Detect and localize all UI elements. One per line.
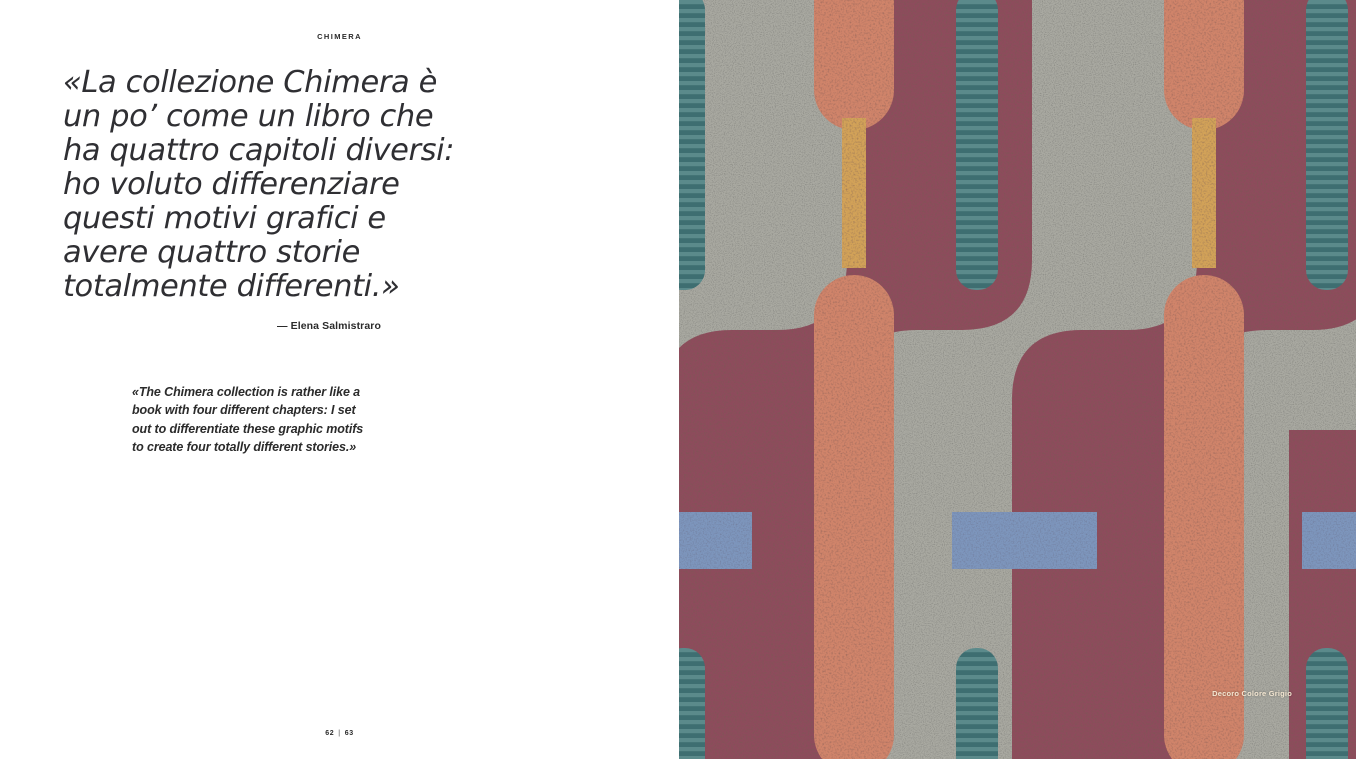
- collection-eyebrow: CHIMERA: [317, 32, 362, 41]
- pull-quote-english: «The Chimera collection is rather like a book with four different chapters: I set out to differentiate these graphic motifs to create four totally different stories.»: [132, 385, 364, 454]
- right-page-artwork: [679, 0, 1356, 759]
- quote-attribution: — Elena Salmistraro: [276, 320, 381, 332]
- folio-right-number: 63: [344, 730, 354, 737]
- pull-quote-italian: «La collezione Chimera è un po’ come un libro che ha quattro capitoli diversi: ho voluto differenziare questi motivi grafici e avere quattro storie totalmente differenti.»: [63, 65, 455, 304]
- artwork-caption: Decoro Colore Grigio: [1212, 689, 1292, 698]
- folio-left-number: 62: [325, 730, 335, 737]
- folio-separator: |: [338, 730, 341, 737]
- tile-pattern-illustration: [679, 0, 1356, 759]
- folio: [0, 730, 679, 737]
